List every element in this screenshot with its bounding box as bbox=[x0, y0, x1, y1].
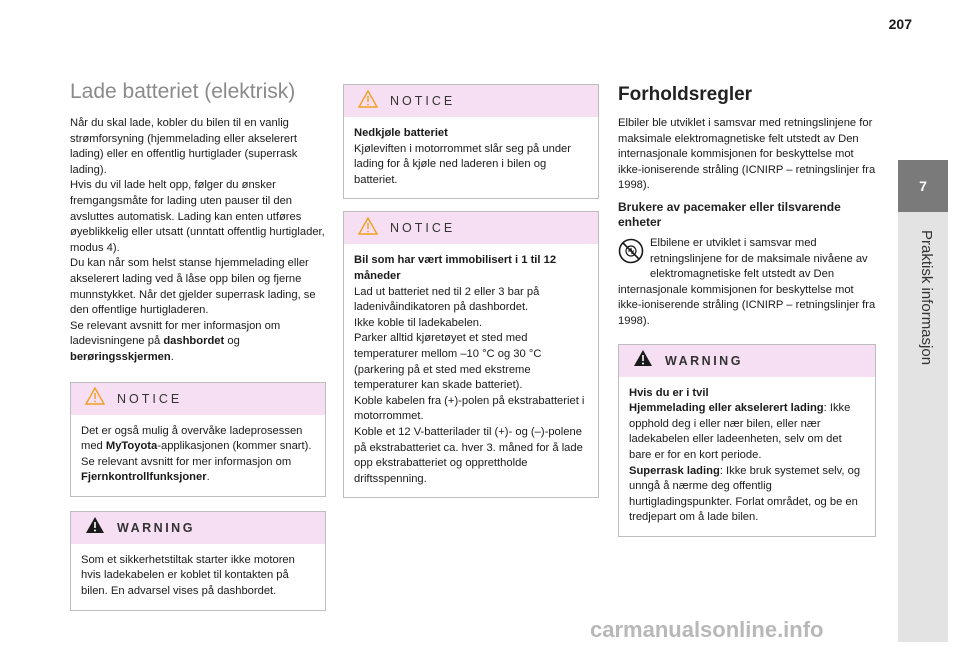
warning-box bbox=[618, 344, 876, 537]
warning-heading: WARNING bbox=[665, 353, 743, 368]
section-title: Lade batteriet (elektrisk) bbox=[70, 80, 296, 103]
reference-paragraph: Se relevant avsnitt for mer informasjon om ladevisningene på dashbordet og berøringsskjermen. bbox=[70, 319, 281, 363]
column-middle bbox=[343, 84, 599, 498]
warning-box bbox=[70, 511, 326, 611]
page-number: 207 bbox=[888, 16, 912, 32]
notice-box bbox=[343, 84, 599, 199]
warning-triangle-icon bbox=[633, 349, 653, 372]
notice-line: Koble et 12 V-batterilader til (+)- og (–)-polene på ekstrabatteriet ca. hver 3. måned for å lade opp ekstrabatteriet og opprettholde driftsspenning. bbox=[354, 425, 583, 485]
chapter-title: Praktisk informasjon bbox=[918, 230, 935, 366]
chapter-tab: 7 bbox=[898, 160, 948, 212]
watermark: carmanualsonline.info bbox=[590, 617, 824, 642]
notice-text: Se relevant avsnitt for mer informasjon om Fjernkontrollfunksjoner. bbox=[81, 455, 292, 484]
paragraph: Hvis du vil lade helt opp, følger du ønsker fremgangsmåte for lading uten pauser til den avsluttes automatisk. Lading kan enten utføres øyeblikkelig eller utsatt (unntatt offentlig hurtiglader, modus 4). bbox=[70, 179, 325, 254]
notice-header bbox=[344, 85, 598, 117]
notice-text: Det er også mulig å overvåke ladeprosessen med MyToyota-applikasjonen (kommer snart). bbox=[81, 424, 312, 453]
notice-line: Parker alltid kjøretøyet et sted med temperaturer mellom –10 °C og 30 °C (parkering på et sted med ekstreme temperaturer kan skade batteriet). bbox=[354, 332, 542, 392]
no-pacemaker-icon bbox=[618, 238, 644, 270]
warning-bold-title: Hvis du er i tvil bbox=[629, 386, 709, 399]
paragraph: Når du skal lade, kobler du bilen til en vanlig strømforsyning (hjemmelading eller akselerert lading) eller en offentlig hurtiglader (superrask lading). bbox=[70, 117, 298, 176]
notice-heading: NOTICE bbox=[117, 391, 183, 406]
notice-line: Koble kabelen fra (+)-polen på ekstrabatteriet i motorrommet. bbox=[354, 394, 585, 423]
notice-triangle-icon bbox=[85, 387, 105, 410]
warning-header bbox=[619, 345, 875, 377]
paragraph: Elbilene er utviklet i samsvar med retningslinjene for de maksimale nivåene av elektromagnetiske felt utstedt av Den internasjonale kommisjonen for beskyttelse mot ikke-ioniserende stråling (ICNIRP – retningslinjer fra 1998). bbox=[618, 236, 876, 327]
subheading: Brukere av pacemaker eller tilsvarende enheter bbox=[618, 199, 841, 229]
notice-text: Kjøleviften i motorrommet slår seg på under lading for å kjøle ned laderen i bilen og batteriet. bbox=[354, 142, 571, 186]
notice-triangle-icon bbox=[358, 217, 378, 240]
notice-header bbox=[344, 212, 598, 244]
notice-heading: NOTICE bbox=[390, 94, 456, 108]
column-right bbox=[618, 84, 876, 537]
notice-box bbox=[70, 382, 326, 497]
section-title: Forholdsregler bbox=[618, 84, 753, 105]
notice-box bbox=[343, 211, 599, 498]
warning-heading: WARNING bbox=[117, 520, 195, 535]
paragraph: Du kan når som helst stanse hjemmelading eller akselerert lading ved å låse opp bilen og fjerne munnstykket. Når det gjelder superrask lading, se den offentlige hurtigladeren. bbox=[70, 257, 316, 317]
warning-header bbox=[71, 512, 325, 544]
warning-text: Som et sikkerhetstiltak starter ikke motoren hvis ladekabelen er koblet til kontakten på bilen. En advarsel vises på dashbordet. bbox=[81, 553, 295, 598]
notice-bold-title: Nedkjøle batteriet bbox=[354, 127, 448, 139]
notice-header bbox=[71, 383, 325, 415]
pacemaker-paragraph bbox=[618, 236, 876, 330]
notice-line: Lad ut batteriet ned til 2 eller 3 bar på ladenivåindikatoren på dashbordet. bbox=[354, 285, 540, 314]
paragraph: Elbiler ble utviklet i samsvar med retningslinjene for maksimale elektromagnetiske felt utstedt av Den internasjonale kommisjonen for beskyttelse mot ikke-ioniserende stråling (ICNIRP – retningslinjer fra 1998). bbox=[618, 117, 876, 192]
notice-heading: NOTICE bbox=[390, 221, 456, 236]
notice-triangle-icon bbox=[358, 90, 378, 113]
warning-triangle-icon bbox=[85, 516, 105, 539]
notice-bold-title: Bil som har vært immobilisert i 1 til 12 måneder bbox=[354, 254, 557, 282]
column-left bbox=[70, 80, 326, 611]
warning-text: Hjemmelading eller akselerert lading: Ikke opphold deg i eller nær bilen, eller nær ladekabelen eller ladeenheten, selv om det bare er for en kort periode. bbox=[629, 402, 851, 461]
notice-line: Ikke koble til ladekabelen. bbox=[354, 316, 483, 329]
charging-text bbox=[70, 116, 326, 366]
warning-text: Superrask lading: Ikke bruk systemet selv, og unngå å nærme deg offentlig hurtigladingspunkter. Forlat området, og be en tredjepart om å lade bilen. bbox=[629, 464, 861, 524]
